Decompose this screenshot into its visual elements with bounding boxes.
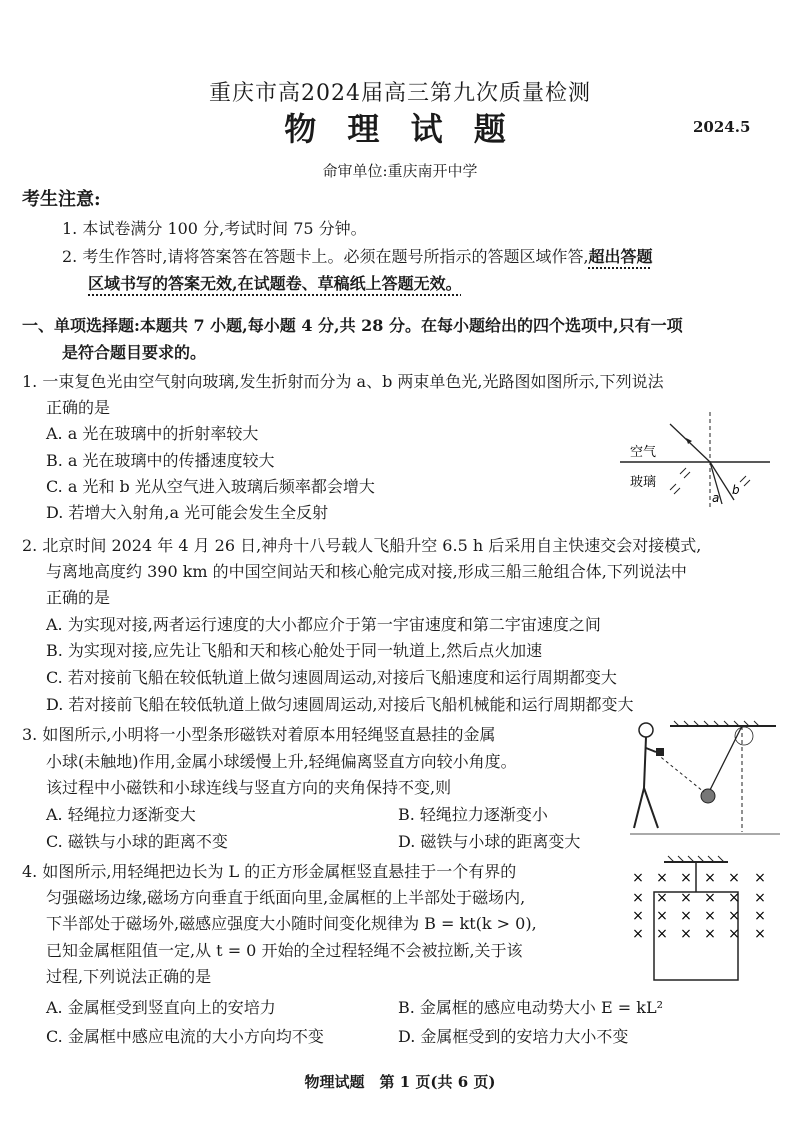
q3-stem-3: 该过程中小磁铁和小球连线与竖直方向的夹角保持不变,则 bbox=[46, 778, 452, 797]
field-cross: × bbox=[704, 908, 716, 924]
magnetic-field-crosses bbox=[632, 870, 766, 942]
field-cross: × bbox=[754, 926, 766, 942]
q2-option-d: D. 若对接前飞船在较低轨道上做匀速圆周运动,对接后飞船机械能和运行周期都变大 bbox=[46, 695, 634, 714]
page-footer: 物理试题 第 1 页(共 6 页) bbox=[304, 1073, 496, 1091]
incident-arrow bbox=[686, 438, 692, 444]
q1-stem-2: 正确的是 bbox=[46, 398, 111, 417]
field-cross: × bbox=[704, 926, 716, 942]
q1-option-b: B. a 光在玻璃中的传播速度较大 bbox=[46, 451, 275, 470]
notice-item-2 bbox=[62, 244, 653, 267]
notice-item-2-continued: 区域书写的答案无效,在试题卷、草稿纸上答题无效。 bbox=[88, 274, 462, 293]
section-1-heading: 一、单项选择题:本题共 7 小题,每小题 4 分,共 28 分。在每小题给出的四个选项中,只有一项 bbox=[22, 316, 683, 335]
exam-title: 重庆市高2024届高三第九次质量检测 bbox=[209, 81, 591, 106]
person-leg bbox=[634, 788, 644, 828]
q3-option-d: D. 磁铁与小球的距离变大 bbox=[398, 832, 581, 851]
person-leg bbox=[644, 788, 658, 828]
notice-item-2-emphasis: 超出答题 bbox=[588, 247, 653, 266]
q3-option-a: A. 轻绳拉力逐渐变大 bbox=[46, 805, 196, 824]
field-cross: × bbox=[656, 926, 668, 942]
field-cross: × bbox=[754, 890, 766, 906]
q3-stem: 3. 如图所示,小明将一小型条形磁铁对着原本用轻绳竖直悬挂的金属 bbox=[22, 725, 496, 744]
field-cross: × bbox=[656, 908, 668, 924]
field-cross: × bbox=[704, 890, 716, 906]
setter-unit: 命审单位:重庆南开中学 bbox=[322, 162, 478, 180]
notice-title: 考生注意: bbox=[22, 189, 101, 210]
q1-option-a: A. a 光在玻璃中的折射率较大 bbox=[46, 424, 259, 443]
q3-option-c: C. 磁铁与小球的距离不变 bbox=[46, 832, 228, 851]
q4-option-b: B. 金属框的感应电动势大小 E = kL² bbox=[398, 998, 664, 1017]
q3-option-b: B. 轻绳拉力逐渐变小 bbox=[398, 805, 548, 824]
q2-option-c: C. 若对接前飞船在较低轨道上做匀速圆周运动,对接后飞船速度和运行周期都变大 bbox=[46, 668, 617, 687]
q4-magnetic-field-diagram bbox=[624, 854, 780, 992]
q2-stem: 2. 北京时间 2024 年 4 月 26 日,神舟十八号载人飞船升空 6.5 h 后采用自主快速交会对接模式, bbox=[22, 536, 702, 555]
q4-stem-4: 已知金属框阻值一定,从 t = 0 开始的全过程轻绳不会被拉断,关于该 bbox=[46, 941, 523, 960]
field-cross: × bbox=[728, 908, 740, 924]
incident-ray bbox=[670, 424, 710, 462]
person-head bbox=[639, 723, 653, 737]
q4-stem-3: 下半部处于磁场外,磁感应强度大小随时间变化规律为 B = kt(k > 0), bbox=[46, 914, 537, 933]
field-cross: × bbox=[754, 908, 766, 924]
field-cross: × bbox=[680, 926, 692, 942]
notice-item-2-text: 2. 考生作答时,请将答案答在答题卡上。必须在题号所指示的答题区域作答, bbox=[62, 247, 589, 266]
glass-hatch bbox=[684, 472, 690, 478]
metal-ball bbox=[701, 789, 715, 803]
label-a: a bbox=[712, 491, 720, 505]
q4-option-a: A. 金属框受到竖直向上的安培力 bbox=[46, 998, 276, 1017]
q4-option-c: C. 金属框中感应电流的大小方向均不变 bbox=[46, 1027, 324, 1046]
q2-option-a: A. 为实现对接,两者运行速度的大小都应介于第一宇宙速度和第二宇宙速度之间 bbox=[46, 615, 601, 634]
field-cross: × bbox=[632, 908, 644, 924]
field-cross: × bbox=[754, 870, 766, 886]
q4-option-d: D. 金属框受到的安培力大小不变 bbox=[398, 1027, 629, 1046]
glass-hatch bbox=[740, 476, 746, 482]
field-cross: × bbox=[632, 890, 644, 906]
q3-magnet-diagram bbox=[630, 718, 780, 840]
field-cross: × bbox=[728, 870, 740, 886]
field-cross: × bbox=[632, 926, 644, 942]
person-body bbox=[644, 737, 646, 788]
q1-option-c: C. a 光和 b 光从空气进入玻璃后频率都会增大 bbox=[46, 477, 375, 496]
label-air: 空气 bbox=[630, 445, 657, 460]
label-b: b bbox=[732, 483, 740, 497]
magnet-line bbox=[652, 750, 704, 792]
q2-stem-3: 正确的是 bbox=[46, 588, 111, 607]
string bbox=[710, 726, 742, 790]
person-arm bbox=[646, 748, 656, 752]
field-cross: × bbox=[680, 870, 692, 886]
q4-stem-5: 过程,下列说法正确的是 bbox=[46, 967, 212, 986]
exam-date: 2024.5 bbox=[693, 118, 751, 136]
section-1-heading-2: 是符合题目要求的。 bbox=[62, 343, 207, 362]
label-glass: 玻璃 bbox=[630, 475, 657, 490]
q2-option-b: B. 为实现对接,应先让飞船和天和核心舱处于同一轨道上,然后点火加速 bbox=[46, 641, 543, 660]
subject-title: 物 理 试 题 bbox=[284, 110, 516, 148]
q2-stem-2: 与离地高度约 390 km 的中国空间站天和核心舱完成对接,形成三船三舱组合体,下列说法中 bbox=[46, 562, 687, 581]
q1-option-d: D. 若增大入射角,a 光可能会发生全反射 bbox=[46, 503, 329, 522]
field-cross: × bbox=[728, 926, 740, 942]
glass-hatch bbox=[674, 488, 680, 494]
magnet bbox=[656, 748, 664, 756]
glass-hatch bbox=[680, 468, 686, 474]
notice-item-1: 1. 本试卷满分 100 分,考试时间 75 分钟。 bbox=[62, 219, 367, 238]
field-cross: × bbox=[704, 870, 716, 886]
field-cross: × bbox=[632, 870, 644, 886]
q4-stem: 4. 如图所示,用轻绳把边长为 L 的正方形金属框竖直悬挂于一个有界的 bbox=[22, 862, 517, 881]
field-cross: × bbox=[680, 908, 692, 924]
field-cross: × bbox=[656, 870, 668, 886]
glass-hatch bbox=[744, 480, 750, 486]
q3-stem-2: 小球(未触地)作用,金属小球缓慢上升,轻绳偏离竖直方向较小角度。 bbox=[46, 752, 517, 771]
glass-hatch bbox=[670, 484, 676, 490]
q1-refraction-diagram bbox=[620, 410, 780, 510]
q4-stem-2: 匀强磁场边缘,磁场方向垂直于纸面向里,金属框的上半部处于磁场内, bbox=[46, 888, 526, 907]
field-cross: × bbox=[728, 890, 740, 906]
q1-stem: 1. 一束复色光由空气射向玻璃,发生折射而分为 a、b 两束单色光,光路图如图所示,下列说法 bbox=[22, 372, 664, 391]
field-cross: × bbox=[656, 890, 668, 906]
field-cross: × bbox=[680, 890, 692, 906]
